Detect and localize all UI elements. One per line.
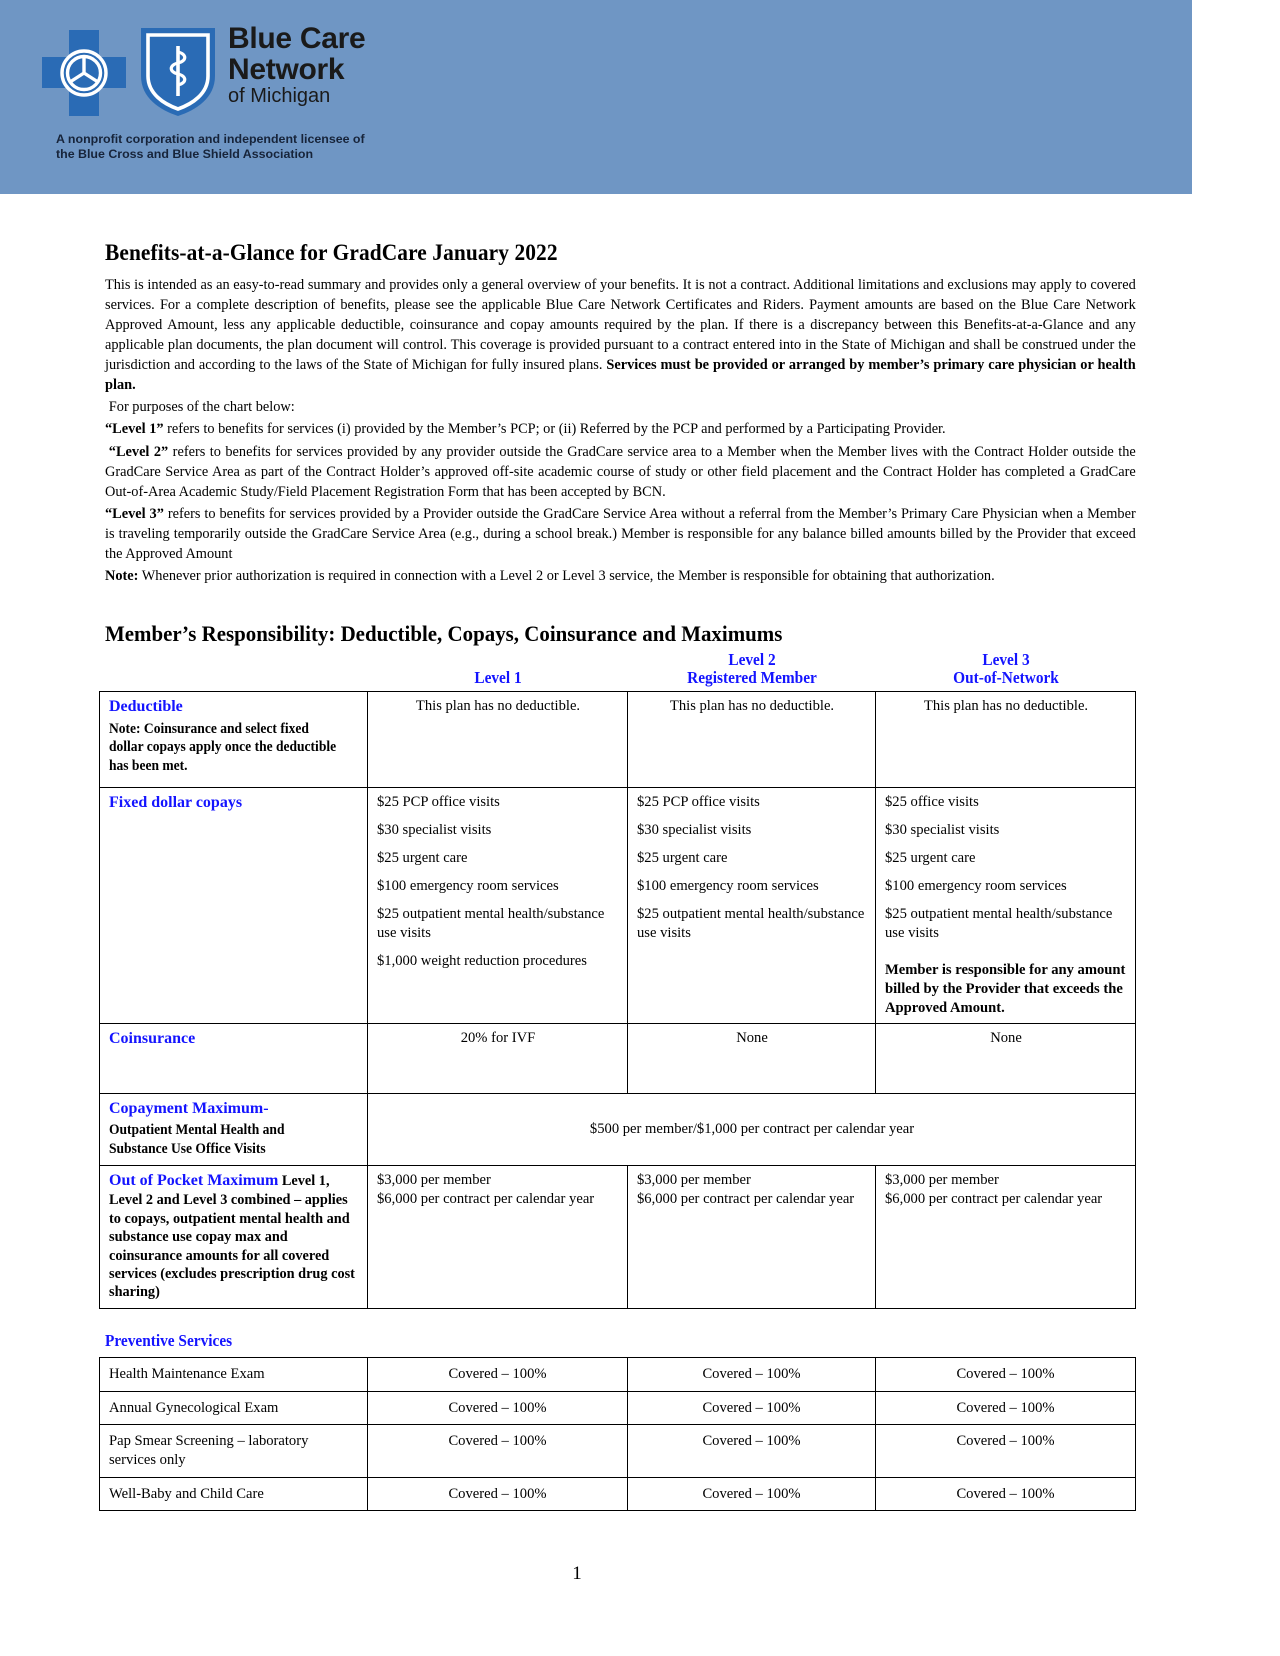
row-label-fixed-copays — [100, 787, 368, 1023]
intro-bold-tail: Services must be provided or arranged by member’s primary care physician or health plan. — [105, 357, 1136, 394]
responsibility-table — [99, 651, 1136, 1309]
logo-marks — [42, 22, 382, 122]
preventive-services-heading: Preventive Services — [105, 1330, 233, 1350]
preventive-service-name: Annual Gynecological Exam — [100, 1391, 368, 1425]
row-label-head: Deductible — [109, 697, 183, 715]
header-level-3-line2: Out-of-Network — [952, 668, 1059, 688]
list-item: $25 outpatient mental health/substance use visits — [637, 905, 865, 941]
preventive-level3: Covered – 100% — [876, 1477, 1136, 1511]
list-item: $25 outpatient mental health/substance use visits — [377, 905, 605, 941]
level-1-text: refers to benefits for services (i) provided by the Member’s PCP; or (ii) Referred by the PCP and performed by a Participating Provider. — [163, 421, 946, 438]
preventive-service-name: Pap Smear Screening – laboratory services only — [100, 1425, 368, 1477]
cell-deductible-level3: This plan has no deductible. — [876, 691, 1136, 787]
copay-list-level1 — [377, 793, 619, 971]
preventive-level1: Covered – 100% — [368, 1425, 628, 1477]
cell-copayment-maximum-all-levels: $500 per member/$1,000 per contract per calendar year — [368, 1093, 1136, 1165]
cell-fixed-copays-level3 — [876, 787, 1136, 1023]
preventive-level2: Covered – 100% — [628, 1357, 876, 1391]
header-level-1 — [368, 651, 628, 691]
logo-line-2: Network — [228, 52, 345, 86]
authorization-note — [105, 566, 1136, 586]
bcn-logo — [42, 22, 382, 167]
cell-oop-level2-text: $3,000 per member $6,000 per contract per calendar year — [637, 1171, 855, 1207]
table-row-coinsurance — [100, 1023, 1136, 1093]
row-label-out-of-pocket-maximum — [100, 1165, 368, 1308]
table-row — [100, 1425, 1136, 1477]
cell-coinsurance-level3: None — [876, 1023, 1136, 1093]
level-3-label: “Level 3” — [105, 505, 164, 522]
chart-lead-text: For purposes of the chart below: — [108, 399, 295, 416]
cell-coinsurance-level1: 20% for IVF — [368, 1023, 628, 1093]
table-header-row — [100, 651, 1136, 691]
row-label-head: Fixed dollar copays — [109, 793, 243, 811]
blue-cross-icon — [42, 30, 126, 116]
header-level-1-line2: Level 1 — [473, 668, 522, 688]
page-title: Benefits-at-a-Glance for GradCare January 2022 — [105, 240, 558, 265]
list-item: $25 PCP office visits — [637, 793, 760, 810]
list-item: $30 specialist visits — [885, 821, 1000, 838]
header-level-3 — [876, 651, 1136, 691]
row-label-head: Out of Pocket Maximum — [109, 1171, 279, 1189]
cell-oop-level3 — [876, 1165, 1136, 1308]
list-item: $100 emergency room services — [637, 877, 819, 894]
level3-approved-amount-note: Member is responsible for any amount billed by the Provider that exceeds the Approved Amount. — [885, 961, 1126, 1016]
table-row — [100, 1477, 1136, 1511]
header-blank — [100, 651, 368, 691]
preventive-level2: Covered – 100% — [628, 1477, 876, 1511]
list-item: $30 specialist visits — [377, 821, 492, 838]
responsibility-heading: Member’s Responsibility: Deductible, Copays, Coinsurance and Maximums — [105, 620, 783, 646]
logo-line-3: of Michigan — [228, 85, 331, 108]
cell-oop-level1-text: $3,000 per member $6,000 per contract per calendar year — [377, 1171, 595, 1207]
row-label-note: Note: Coinsurance and select fixed dollar copays apply once the deductible has been met. — [109, 720, 337, 774]
preventive-level1: Covered – 100% — [368, 1477, 628, 1511]
cell-fixed-copays-level2 — [628, 787, 876, 1023]
level-1-label: “Level 1” — [105, 421, 164, 438]
header-level-3-line1: Level 3 — [981, 649, 1030, 669]
intro-text: This is intended as an easy-to-read summary and provides only a general overview of your benefits. It is not a contract. Additional limitations and exclusions may apply to covered services. For a complete description of benefits, please see the applicable Blue Care Network Certificates and Riders. Payment amounts are based on the Blue Care Network Approved Amount, less any applicable deductible, coinsurance and copay amounts required by the plan. If there is a discrepancy between this Benefits-at-a-Glance and any applicable plan documents, the plan document will control. This coverage is provided pursuant to a contract entered into in the State of Michigan and shall be construed under the jurisdiction and according to the laws of the State of Michigan for fully insured plans. — [105, 277, 1136, 374]
preventive-level2: Covered – 100% — [628, 1425, 876, 1477]
preventive-level2: Covered – 100% — [628, 1391, 876, 1425]
note-text: Whenever prior authorization is required in connection with a Level 2 or Level 3 service, the Member is responsible for obtaining that authorization. — [138, 567, 995, 584]
cell-oop-level2 — [628, 1165, 876, 1308]
table-row — [100, 1357, 1136, 1391]
table-row-deductible — [100, 691, 1136, 787]
copay-list-level3 — [885, 793, 1127, 943]
preventive-services-table — [99, 1357, 1136, 1511]
cell-oop-level3-text: $3,000 per member $6,000 per contract per calendar year — [885, 1171, 1103, 1207]
list-item: $30 specialist visits — [637, 821, 752, 838]
list-item: $25 urgent care — [885, 849, 976, 866]
row-label-note: Outpatient Mental Health and Substance Use Office Visits — [109, 1122, 285, 1157]
blue-shield-icon — [139, 26, 217, 118]
row-label-head: Copayment Maximum- — [109, 1099, 269, 1117]
level-2-definition — [105, 442, 1136, 502]
cell-coinsurance-level2: None — [628, 1023, 876, 1093]
list-item: $25 PCP office visits — [377, 793, 500, 810]
preventive-level1: Covered – 100% — [368, 1357, 628, 1391]
table-row-copayment-maximum — [100, 1093, 1136, 1165]
logo-line-1: Blue Care — [228, 22, 366, 55]
header-level-2-line2: Registered Member — [686, 668, 817, 688]
level-2-label: “Level 2” — [108, 443, 169, 460]
preventive-level3: Covered – 100% — [876, 1357, 1136, 1391]
page-header-band — [0, 0, 1192, 194]
row-label-copayment-maximum — [100, 1093, 368, 1165]
list-item: $100 emergency room services — [377, 877, 559, 894]
intro-paragraph — [105, 275, 1136, 395]
level-2-text: refers to benefits for services provided by any provider outside the GradCare service area to a Member when the Member lives with the Contract Holder outside the GradCare Service Area as part of the Contract Holder’s approved off-site academic course of study or other field placement and the Contract Holder has completed a GradCare Out-of-Area Academic Study/Field Placement Registration Form that has been accepted by BCN. — [105, 443, 1136, 500]
logo-tagline: A nonprofit corporation and independent licensee of the Blue Cross and Blue Shield Association — [56, 132, 365, 162]
row-label-deductible — [100, 691, 368, 787]
copay-list-level2 — [637, 793, 867, 943]
document-body — [0, 194, 1280, 1585]
cell-fixed-copays-level1 — [368, 787, 628, 1023]
note-label: Note: — [105, 567, 139, 584]
cell-oop-level1 — [368, 1165, 628, 1308]
list-item: $100 emergency room services — [885, 877, 1067, 894]
preventive-level1: Covered – 100% — [368, 1391, 628, 1425]
preventive-service-name: Health Maintenance Exam — [100, 1357, 368, 1391]
list-item: $25 office visits — [885, 793, 979, 810]
table-row-out-of-pocket-maximum — [100, 1165, 1136, 1308]
list-item: $25 outpatient mental health/substance use visits — [885, 905, 1113, 941]
preventive-level3: Covered – 100% — [876, 1391, 1136, 1425]
level-3-definition — [105, 504, 1136, 564]
content-column — [99, 240, 1135, 1585]
row-label-head: Coinsurance — [109, 1029, 196, 1047]
logo-wordmark — [228, 24, 365, 107]
preventive-level3: Covered – 100% — [876, 1425, 1136, 1477]
header-level-2-line1: Level 2 — [727, 649, 776, 669]
preventive-service-name: Well-Baby and Child Care — [100, 1477, 368, 1511]
cell-deductible-level2: This plan has no deductible. — [628, 691, 876, 787]
list-item: $25 urgent care — [377, 849, 468, 866]
page-number: 1 — [572, 1563, 582, 1585]
row-label-coinsurance — [100, 1023, 368, 1093]
row-label-inline: Level 1, Level 2 and Level 3 combined – applies to copays, outpatient mental health and substance use copay max and coinsurance amounts for all covered services (excludes prescription drug cost sharing) — [109, 1172, 355, 1301]
level-1-definition — [105, 419, 1136, 439]
header-level-2 — [628, 651, 876, 691]
table-row — [100, 1391, 1136, 1425]
cell-deductible-level1: This plan has no deductible. — [368, 691, 628, 787]
list-item: $1,000 weight reduction procedures — [377, 952, 587, 969]
level-3-text: refers to benefits for services provided by a Provider outside the GradCare Service Area without a referral from the Member’s Primary Care Physician when a Member is traveling temporarily outside the GradCare Service Area (e.g., during a school break.) Member is responsible for any balance billed amounts billed by the Provider that exceed the Approved Amount — [105, 505, 1136, 562]
table-row-fixed-copays — [100, 787, 1136, 1023]
list-item: $25 urgent care — [637, 849, 728, 866]
